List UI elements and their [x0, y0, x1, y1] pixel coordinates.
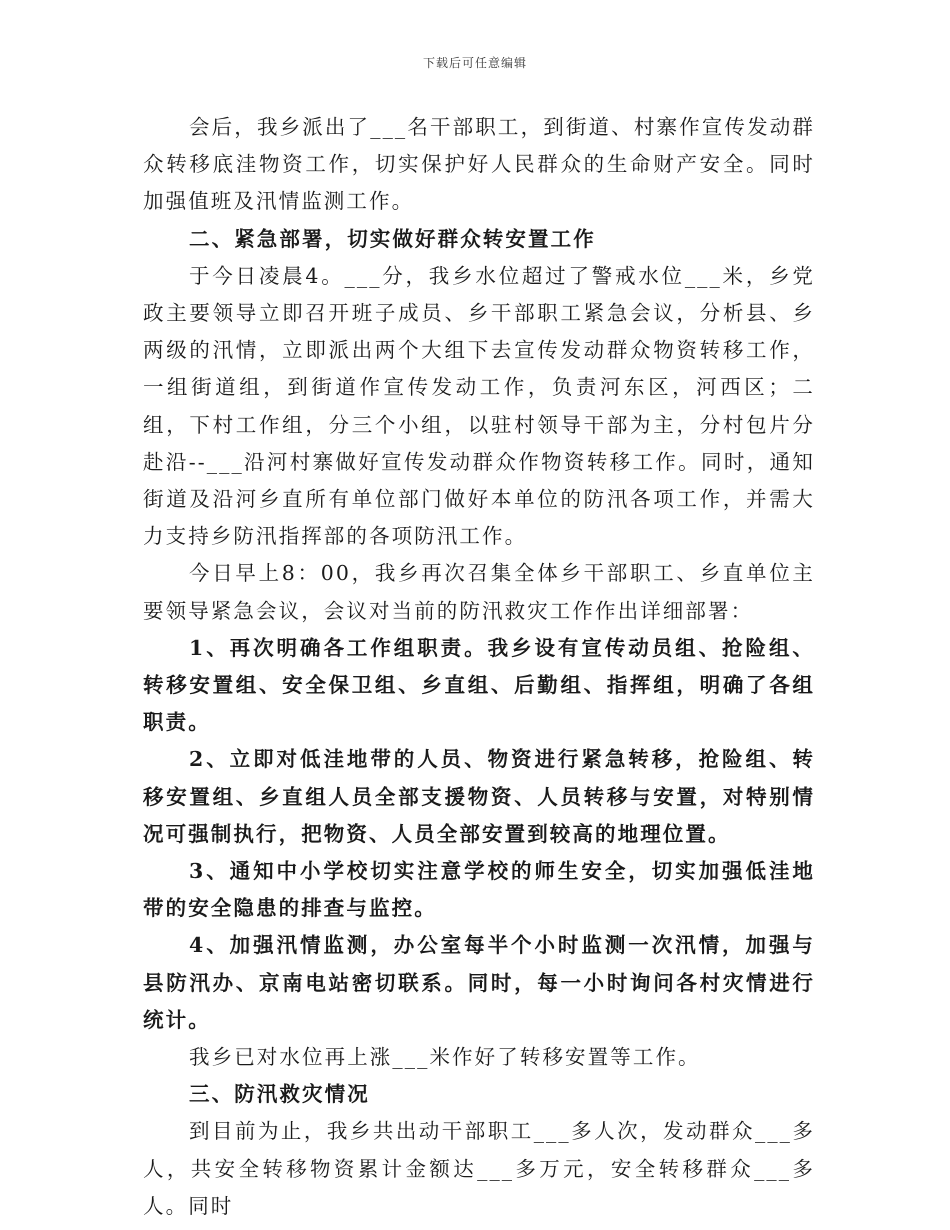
- paragraph-morning-meeting: 今日早上8：00，我乡再次召集全体乡干部职工、乡直单位主要领导紧急会议，会议对当前的防汛救灾工作作出详细部署：: [143, 561, 815, 623]
- document-body: [143, 109, 815, 1225]
- paragraph-meeting-followup: 会后，我乡派出了___名干部职工，到街道、村寨作宣传发动群众转移底洼物资工作，切实保护好人民群众的生命财产安全。同时加强值班及汛情监测工作。: [143, 115, 815, 214]
- paragraph-water-level-prep: 我乡已对水位再上涨___米作好了转移安置等工作。: [189, 1045, 701, 1070]
- list-item-3: 3、通知中小学校切实注意学校的师生安全，切实加强低洼地带的安全隐患的排查与监控。: [143, 859, 815, 921]
- paragraph-early-morning-response: 于今日凌晨4。___分，我乡水位超过了警戒水位___米，乡党政主要领导立即召开班子成员、乡干部职工紧急会议，分析县、乡两级的汛情，立即派出两个大组下去宣传发动群众物资转移工作，一组街道组，到街道作宣传发动工作，负责河东区，河西区；二组，下村工作组，分三个小组，以驻村领导干部为主，分村包片分赴沿--___沿河村寨做好宣传发动群众作物资转移工作。同时，通知街道及沿河乡直所有单位部门做好本单位的防汛各项工作，并需大力支持乡防汛指挥部的各项防汛工作。: [143, 263, 815, 549]
- section-heading-relief-status: 三、防汛救灾情况: [189, 1082, 370, 1107]
- paragraph-relief-summary: 到目前为止，我乡共出动干部职工___多人次，发动群众___多人，共安全转移物资累计金额达___多万元，安全转移群众___多人。同时: [143, 1119, 815, 1218]
- list-item-2: 2、立即对低洼地带的人员、物资进行紧急转移，抢险组、转移安置组、乡直组人员全部支援物资、人员转移与安置，对特别情况可强制执行，把物资、人员全部安置到较高的地理位置。: [143, 747, 815, 846]
- section-heading-emergency-deployment: 二、紧急部署，切实做好群众转安置工作: [189, 226, 596, 251]
- list-item-1: 1、再次明确各工作组职责。我乡设有宣传动员组、抢险组、转移安置组、安全保卫组、乡直组、后勤组、指挥组，明确了各组职责。: [143, 635, 815, 735]
- header-note: 下载后可任意编辑: [422, 56, 527, 70]
- list-item-4: 4、加强汛情监测，办公室每半个小时监测一次汛情，加强与县防汛办、京南电站密切联系。同时，每一小时询问各村灾情进行统计。: [143, 933, 815, 1032]
